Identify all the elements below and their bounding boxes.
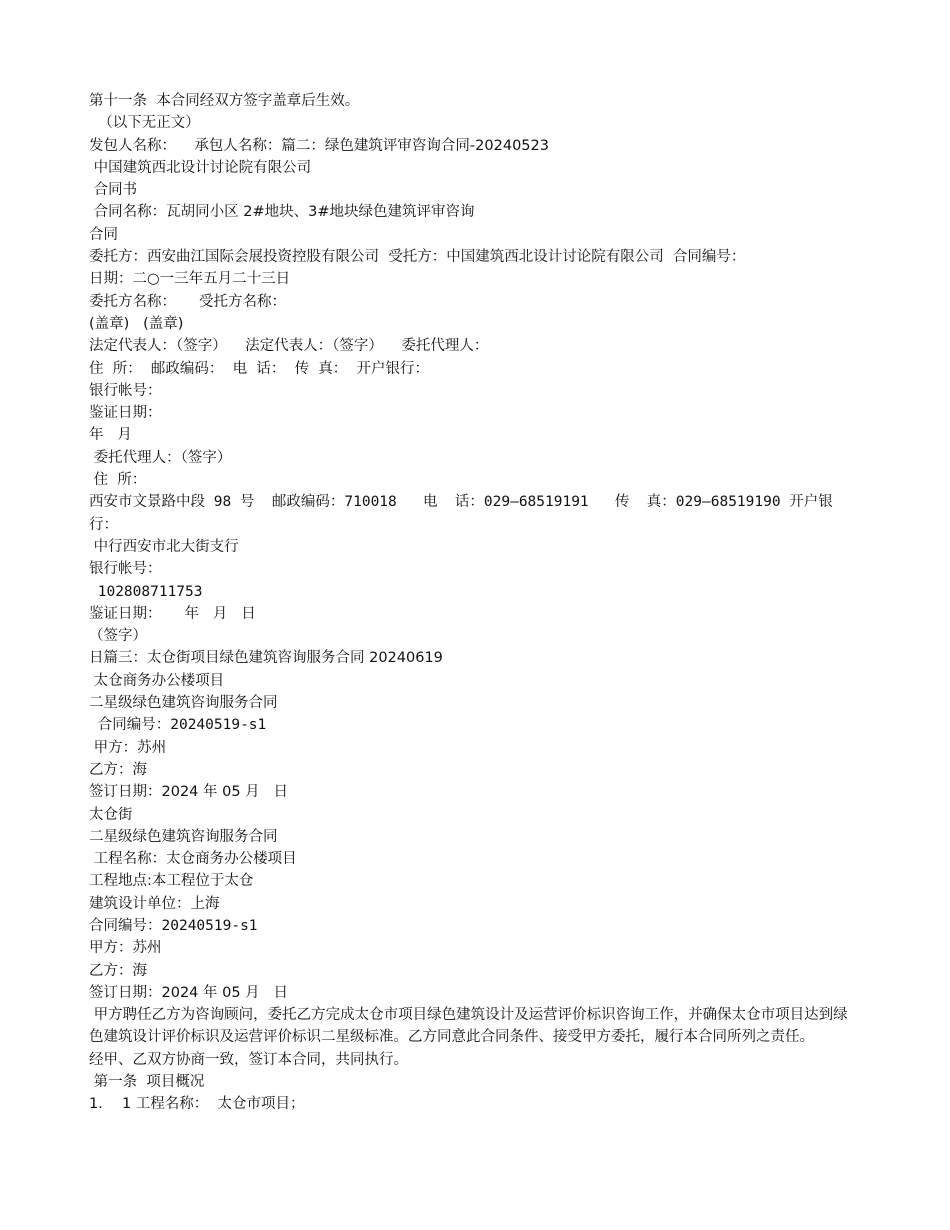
contract-name-line: 合同名称：瓦胡同小区 2#地块、3#地块绿色建筑评审咨询 [89, 204, 475, 221]
signing-date-line-2: 签订日期：2024 年 05 月 日 [89, 984, 289, 1001]
contract-title: 二星级绿色建筑咨询服务合同 [89, 695, 278, 712]
contract-number-line-2: 合同编号：20240519-s1 [89, 917, 258, 934]
contract-book-heading: 合同书 [89, 182, 138, 199]
project-name-line: 工程名称：太仓商务办公楼项目 [89, 851, 297, 868]
clause-eleven-effective: 第十一条 本合同经双方签字盖章后生效。 [89, 93, 360, 109]
bank-account-label: 银行帐号： [89, 382, 162, 399]
bank-account-number: 102808711753 [89, 583, 203, 600]
contract-name-continued: 合同 [89, 226, 118, 243]
employer-contractor-names-line: 发包人名称： 承包人名称：篇二：绿色建筑评审咨询合同-20240523 [89, 137, 549, 154]
party-a-line: 甲方：苏州 [89, 739, 167, 756]
party-a-line-2: 甲方：苏州 [89, 940, 162, 957]
agreement-sentence: 经甲、乙双方协商一致，签订本合同，共同执行。 [89, 1051, 408, 1068]
taicang-street: 太仓街 [89, 806, 133, 823]
party-names-line: 委托方名称： 受托方名称： [89, 293, 287, 310]
company-name: 中国建筑西北设计讨论院有限公司 [89, 159, 312, 176]
legal-representative-line: 法定代表人：（签字） 法定代表人：（签字） 委托代理人： [89, 338, 489, 355]
party-b-line: 乙方：海 [89, 761, 147, 778]
authorized-agent-line: 委托代理人：（签字） [89, 449, 232, 466]
parties-line: 委托方：西安曲江国际会展投资控股有限公司 受托方：中国建筑西北设计讨论院有限公司 合同编号： [89, 249, 746, 266]
address-contact-details: 西安市文景路中段 98 号 邮政编码：710018 电 话：029—68519191 传 真：029—68519190 开户银行： [89, 494, 833, 533]
design-unit-line: 建筑设计单位：上海 [89, 895, 220, 912]
verification-date-line: 鉴证日期： 年 月 日 [89, 605, 256, 622]
project-name: 太仓商务办公楼项目 [89, 672, 225, 689]
project-location-line: 工程地点:本工程位于太仓 [89, 873, 254, 890]
item-one-project-name: 1． 1 工程名称： 太仓市项目； [89, 1096, 305, 1113]
verification-date-label: 鉴证日期： [89, 405, 162, 422]
engagement-paragraph: 甲方聘任乙方为咨询顾问，委托乙方完成太仓市项目绿色建筑设计及运营评价标识咨询工作，并确保太仓市项目达到绿色建筑设计评价标识及运营评价标识二星级标准。乙方同意此合同条件、接受甲方委托，履行本合同所列之责任。 [89, 1007, 848, 1046]
address-label: 住 所： [89, 472, 147, 489]
no-further-text-note: （以下无正文） [89, 115, 200, 132]
signing-date-line: 签订日期：2024 年 05 月 日 [89, 784, 289, 801]
year-month-line: 年 月 [89, 427, 132, 444]
signature-note: （签字） [89, 628, 147, 645]
address-contact-fields-line: 住 所： 邮政编码： 电 话： 传 真： 开户银行： [89, 360, 430, 377]
bank-branch: 中行西安市北大街支行 [89, 538, 239, 555]
bank-account-label-2: 银行帐号： [89, 561, 162, 578]
article-one-heading: 第一条 项目概况 [89, 1074, 205, 1091]
party-b-line-2: 乙方：海 [89, 962, 147, 979]
document-page [89, 90, 861, 1116]
date-line: 日期：二○一三年五月二十三日 [89, 271, 291, 288]
article-three-title: 日篇三：太仓街项目绿色建筑咨询服务合同 20240619 [89, 650, 443, 667]
seal-line: (盖章) (盖章) [89, 315, 184, 332]
contract-number-line: 合同编号：20240519-s1 [89, 717, 267, 734]
contract-title-2: 二星级绿色建筑咨询服务合同 [89, 828, 278, 845]
